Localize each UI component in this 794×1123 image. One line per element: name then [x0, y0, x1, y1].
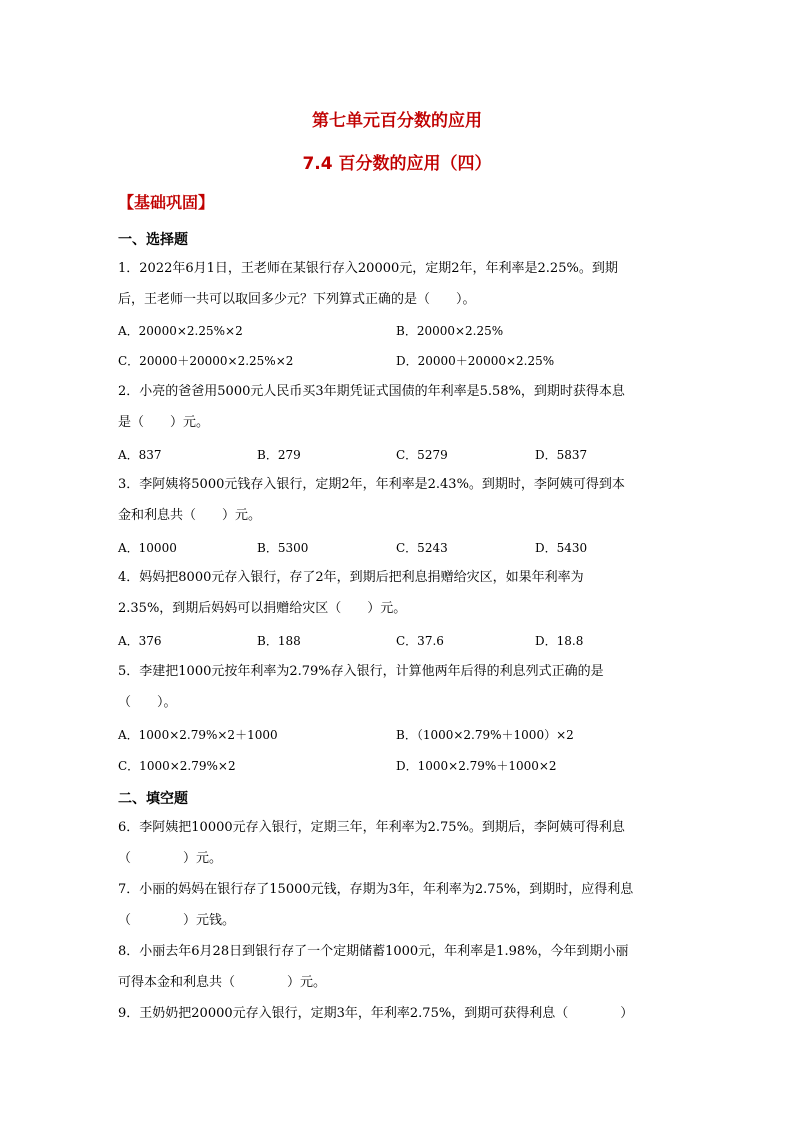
option-a: A．376 — [118, 634, 162, 648]
page-subtitle: 7.4 百分数的应用（四） — [302, 154, 492, 174]
option-b: B．279 — [257, 448, 301, 462]
option-c: C．20000＋20000×2.25%×2 — [118, 354, 294, 368]
question-2-line-2: 是（ ）元。 — [118, 415, 210, 430]
option-d: D．20000＋20000×2.25% — [396, 354, 555, 368]
question-6-line-1: 6．李阿姨把10000元存入银行，定期三年，年利率为2.75%。到期后，李阿姨可得利息 — [118, 820, 625, 835]
question-1-line-1: 1．2022年6月1日，王老师在某银行存入20000元，定期2年，年利率是2.25%。到期 — [118, 261, 618, 276]
question-5-line-2: （ ）。 — [118, 695, 177, 710]
section-heading: 【基础巩固】 — [118, 193, 215, 212]
option-b: B．（1000×2.79%＋1000）×2 — [396, 728, 574, 742]
option-a: A．10000 — [118, 541, 177, 555]
option-a: A．1000×2.79%×2＋1000 — [118, 728, 278, 742]
question-2-line-1: 2．小亮的爸爸用5000元人民币买3年期凭证式国债的年利率是5.58%，到期时获得本息 — [118, 384, 625, 399]
question-3-line-2: 金和利息共（ ）元。 — [118, 508, 262, 523]
question-8-line-1: 8．小丽去年6月28日到银行存了一个定期储蓄1000元，年利率是1.98%，今年到期小丽 — [118, 944, 629, 959]
part-two-heading: 二、填空题 — [118, 791, 188, 807]
option-d: D．5430 — [535, 541, 588, 555]
option-d: D．5837 — [535, 448, 588, 462]
question-7-line-1: 7．小丽的妈妈在银行存了15000元钱，存期为3年，年利率为2.75%，到期时，应得利息 — [118, 882, 634, 897]
option-a: A．837 — [118, 448, 162, 462]
option-c: C．5243 — [396, 541, 448, 555]
option-d: D．1000×2.79%＋1000×2 — [396, 759, 557, 773]
question-5-line-1: 5．李建把1000元按年利率为2.79%存入银行，计算他两年后得的利息列式正确的是 — [118, 664, 604, 679]
option-b: B．5300 — [257, 541, 309, 555]
option-c: C．5279 — [396, 448, 448, 462]
option-b: B．188 — [257, 634, 301, 648]
option-b: B．20000×2.25% — [396, 324, 504, 338]
option-c: C．37.6 — [396, 634, 444, 648]
page-title: 第七单元百分数的应用 — [312, 111, 482, 131]
question-8-line-2: 可得本金和利息共（ ）元。 — [118, 975, 327, 990]
question-6-line-2: （ ）元。 — [118, 851, 223, 866]
question-7-line-2: （ ）元钱。 — [118, 913, 236, 928]
option-a: A．20000×2.25%×2 — [118, 324, 243, 338]
question-4-line-2: 2.35%，到期后妈妈可以捐赠给灾区（ ）元。 — [118, 601, 407, 616]
question-9-line-1: 9．王奶奶把20000元存入银行，定期3年，年利率2.75%，到期可获得利息（ ） — [118, 1006, 634, 1021]
option-d: D．18.8 — [535, 634, 584, 648]
part-one-heading: 一、选择题 — [118, 232, 188, 248]
option-c: C．1000×2.79%×2 — [118, 759, 236, 773]
question-4-line-1: 4．妈妈把8000元存入银行，存了2年，到期后把利息捐赠给灾区，如果年利率为 — [118, 570, 584, 585]
question-1-line-2: 后，王老师一共可以取回多少元？下列算式正确的是（ ）。 — [118, 292, 476, 307]
question-3-line-1: 3．李阿姨将5000元钱存入银行，定期2年，年利率是2.43%。到期时，李阿姨可得到本 — [118, 477, 625, 492]
